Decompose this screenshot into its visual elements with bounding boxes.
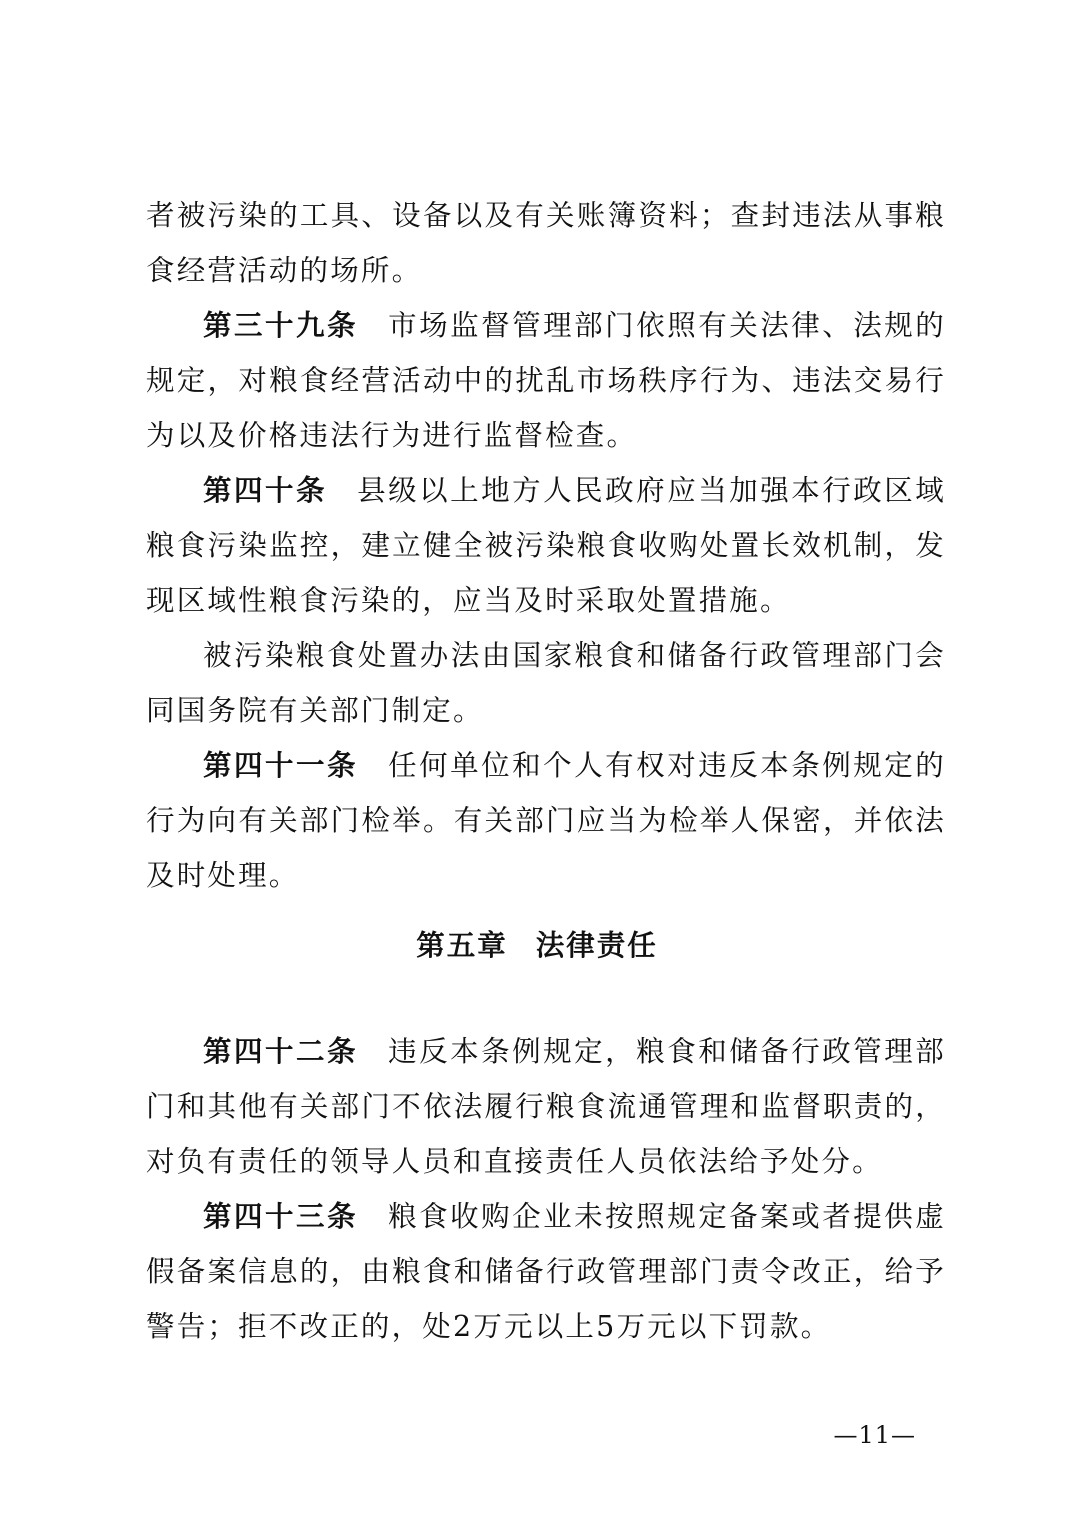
article-label: 第四十一条 bbox=[203, 749, 359, 782]
chapter-number: 第五章 bbox=[416, 929, 508, 962]
article-label: 第四十二条 bbox=[203, 1035, 359, 1068]
chapter-heading bbox=[0, 918, 1074, 973]
chapter-title: 法律责任 bbox=[535, 929, 658, 962]
article-42 bbox=[146, 1024, 946, 1189]
top-text-block bbox=[146, 188, 946, 903]
article-39 bbox=[146, 298, 946, 463]
article-text: 市场监督管理部门依照有关法律、法规的规定，对粮食经营活动中的扰乱市场秩序行为、违法交易行为以及价格违法行为进行监督检查。 bbox=[146, 309, 946, 452]
article-41 bbox=[146, 738, 946, 903]
article-40-paragraph-2 bbox=[146, 628, 946, 738]
article-43 bbox=[146, 1189, 946, 1354]
bottom-text-block bbox=[146, 1024, 946, 1354]
article-text: 任何单位和个人有权对违反本条例规定的行为向有关部门检举。有关部门应当为检举人保密，并依法及时处理。 bbox=[146, 749, 946, 892]
paragraph-text: 者被污染的工具、设备以及有关账簿资料；查封违法从事粮食经营活动的场所。 bbox=[146, 199, 946, 287]
article-text: 违反本条例规定，粮食和储备行政管理部门和其他有关部门不依法履行粮食流通管理和监督职责的，对负有责任的领导人员和直接责任人员依法给予处分。 bbox=[146, 1035, 946, 1178]
paragraph-text: 被污染粮食处置办法由国家粮食和储备行政管理部门会同国务院有关部门制定。 bbox=[146, 639, 946, 727]
article-40 bbox=[146, 463, 946, 628]
article-label: 第四十三条 bbox=[203, 1200, 359, 1233]
article-text: 县级以上地方人民政府应当加强本行政区域粮食污染监控，建立健全被污染粮食收购处置长效机制，发现区域性粮食污染的，应当及时采取处置措施。 bbox=[146, 474, 946, 617]
paragraph-continuation bbox=[146, 188, 946, 298]
article-text: 粮食收购企业未按照规定备案或者提供虚假备案信息的，由粮食和储备行政管理部门责令改正，给予警告；拒不改正的，处2万元以上5万元以下罚款。 bbox=[146, 1200, 946, 1343]
article-label: 第四十条 bbox=[203, 474, 328, 507]
article-label: 第三十九条 bbox=[203, 309, 359, 342]
page-number: —11— bbox=[833, 1421, 916, 1449]
